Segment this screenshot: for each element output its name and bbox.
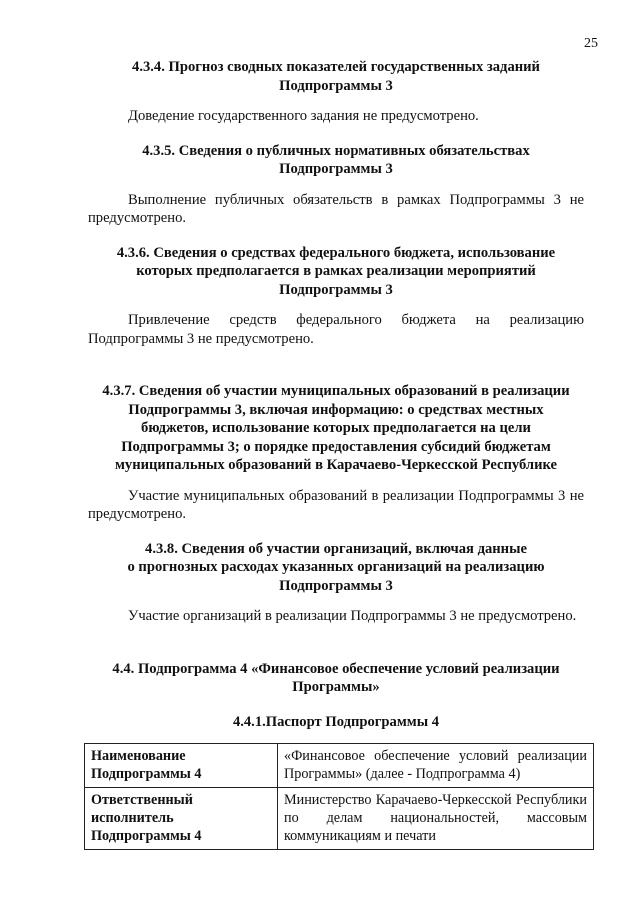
heading-line: Подпрограммы 3; о порядке предоставления субсидий бюджетам: [121, 438, 551, 455]
passport-label: Ответственный исполнитель Подпрограммы 4: [85, 788, 278, 850]
table-row: [85, 744, 594, 788]
heading-line: Подпрограммы 3: [279, 281, 393, 298]
page-number: 25: [584, 36, 598, 51]
passport-label: Наименование Подпрограммы 4: [85, 744, 278, 788]
section-heading-4-3-5: [88, 142, 584, 179]
passport-value: «Финансовое обеспечение условий реализации Программы» (далее - Подпрограмма 4): [278, 744, 594, 788]
document-body: [88, 58, 587, 850]
heading-line: бюджетов, использование которых предполагается на цели: [141, 420, 531, 436]
heading-line: которых предполагается в рамках реализации мероприятий: [136, 263, 536, 279]
heading-line: Подпрограммы 3, включая информацию: о средствах местных: [128, 401, 544, 418]
section-body-4-3-5: Выполнение публичных обязательств в рамках Подпрограммы 3 не предусмотрено.: [88, 191, 584, 226]
section-heading-4-3-8: [88, 540, 584, 596]
passport-value: Министерство Карачаево-Черкесской Республики по делам национальностей, массовым коммуникациям и печати: [278, 788, 594, 850]
passport-table: [84, 743, 594, 850]
heading-line: Программы»: [292, 679, 380, 695]
section-heading-4-3-7: [88, 382, 584, 475]
section-body-4-3-4: Доведение государственного задания не предусмотрено.: [128, 108, 479, 124]
heading-line: Подпрограммы 3: [279, 161, 393, 177]
heading-line: 4.3.4. Прогноз сводных показателей государственных заданий: [132, 59, 540, 75]
section-body-4-3-7: Участие муниципальных образований в реализации Подпрограммы 3 не предусмотрено.: [88, 487, 584, 522]
heading-line: Подпрограммы 3: [279, 77, 393, 94]
table-row: [85, 788, 594, 850]
heading-line: 4.3.5. Сведения о публичных нормативных обязательствах: [142, 142, 530, 159]
heading-line: 4.3.8. Сведения об участии организаций, включая данные: [145, 540, 527, 557]
section-body-4-3-8: Участие организаций в реализации Подпрограммы 3 не предусмотрено.: [128, 608, 577, 624]
passport-heading: 4.4.1.Паспорт Подпрограммы 4: [232, 713, 440, 730]
heading-line: муниципальных образований в Карачаево-Черкесской Республике: [114, 457, 558, 473]
section-body-4-3-6: Привлечение средств федерального бюджета на реализацию Подпрограммы 3 не предусмотрено.: [88, 312, 584, 347]
subprogram-4-heading: [88, 660, 584, 697]
heading-line: 4.3.7. Сведения об участии муниципальных образований в реализации: [102, 383, 570, 399]
heading-line: о прогнозных расходах указанных организаций на реализацию: [127, 559, 545, 575]
heading-line: 4.3.6. Сведения о средствах федерального бюджета, использование: [116, 244, 556, 261]
heading-line: 4.4. Подпрограмма 4 «Финансовое обеспечение условий реализации: [112, 660, 560, 677]
section-heading-4-3-6: [88, 244, 584, 300]
heading-line: Подпрограммы 3: [279, 577, 393, 594]
section-heading-4-3-4: [88, 58, 584, 95]
